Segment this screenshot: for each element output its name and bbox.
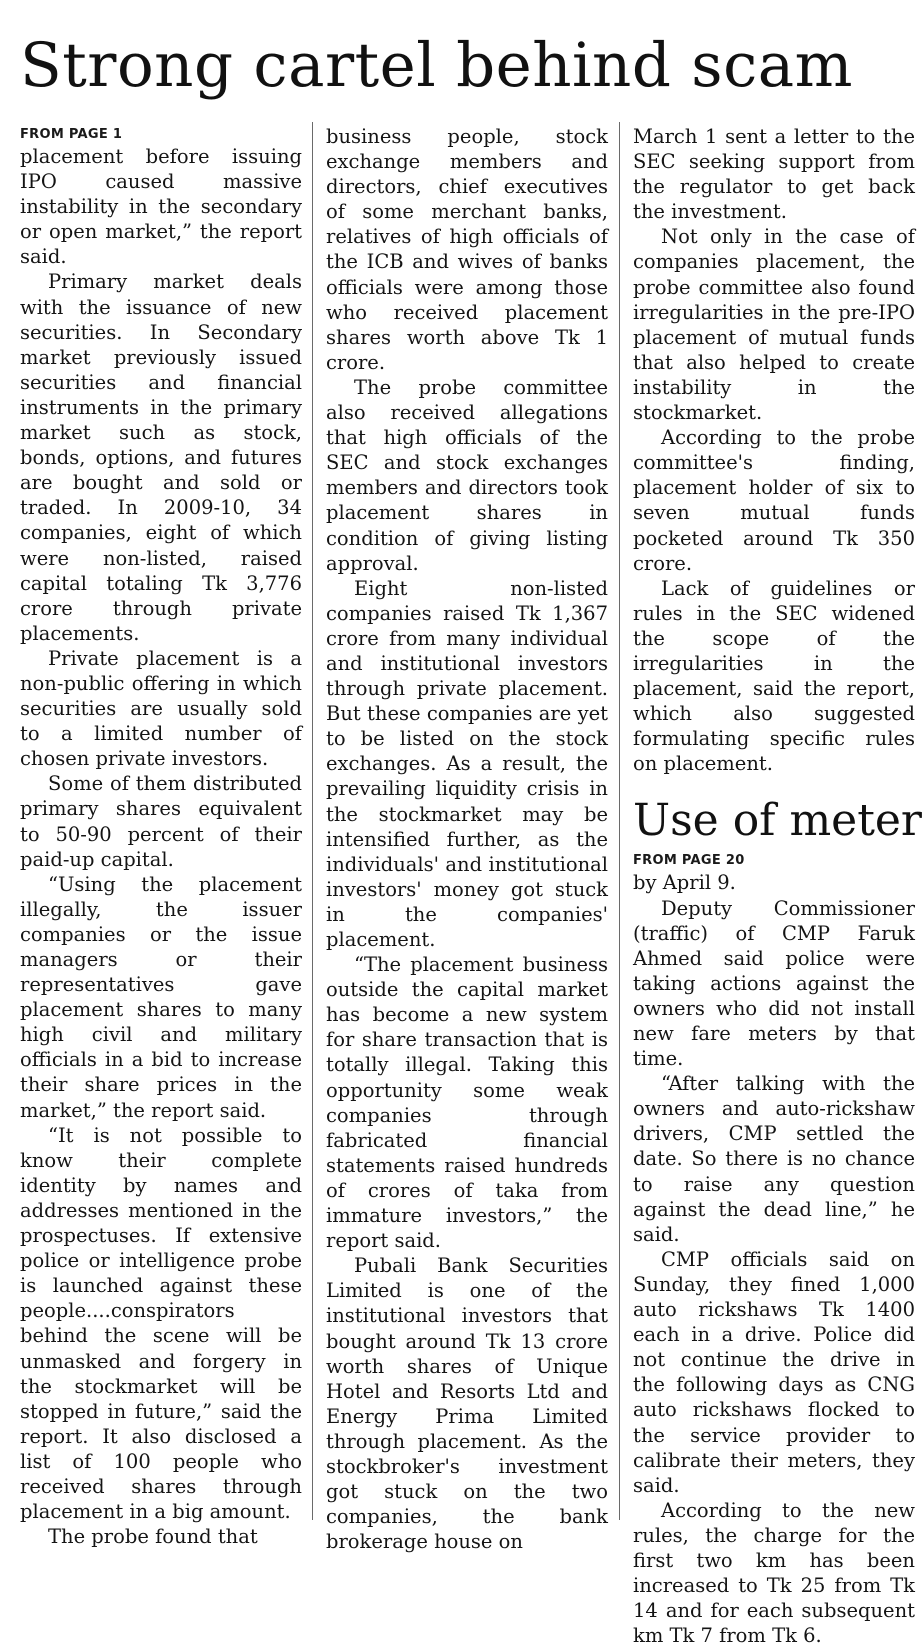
paragraph: According to the new rules, the charge for the first two km has been increased to Tk 25 from Tk 14 and for each subsequent km Tk 7 from Tk 6. bbox=[633, 1498, 915, 1648]
paragraph: The probe found that bbox=[48, 1525, 258, 1549]
headline: Strong cartel behind scam bbox=[20, 30, 853, 101]
paragraph: Private placement is a non-public offering in which securities are usually sold to a limited number of chosen private investors. bbox=[20, 646, 302, 771]
paragraph: Deputy Commissioner (traffic) of CMP Faruk Ahmed said police were taking actions against the owners who did not install new fare meters by that time. bbox=[633, 896, 915, 1071]
paragraph: by April 9. bbox=[633, 871, 736, 895]
paragraph: “After talking with the owners and auto-rickshaw drivers, CMP settled the date. So there is no chance to raise any question against the dead line,” he said. bbox=[633, 1072, 915, 1246]
paragraph: placement before issuing IPO caused massive instability in the secondary or open market,” the report said. bbox=[20, 145, 302, 269]
paragraph: “It is not possible to know their complete identity by names and addresses mentioned in the prospectuses. If extensive police or intelligence probe is launched against these people....conspirators behind the scene will be unmasked and forgery in the stockmarket will be stopped in future,” said the report. It also disclosed a list of 100 people who received shares through placement in a big amount. bbox=[20, 1123, 302, 1524]
paragraph: CMP officials said on Sunday, they fined 1,000 auto rickshaws Tk 1400 each in a drive. Police did not continue the drive in the following days as CNG auto rickshaws flocked to the service provider to calibrate their meters, they said. bbox=[633, 1247, 915, 1497]
paragraph: Primary market deals with the issuance of new securities. In Secondary market previously issued securities and financial instruments in the primary market such as stock, bonds, options, and futures are bought and sold or traded. In 2009-10, 34 companies, eight of which were non-listed, raised capital totaling Tk 3,776 crore through private placements. bbox=[20, 270, 302, 645]
paragraph: March 1 sent a letter to the SEC seeking support from the regulator to get back the investment. bbox=[633, 125, 915, 224]
paragraph: Some of them distributed primary shares equivalent to 50-90 percent of their paid-up capital. bbox=[20, 772, 302, 871]
column-divider bbox=[619, 122, 620, 1520]
paragraph: The probe committee also received allegations that high officials of the SEC and stock exchanges members and directors took placement shares in condition of giving listing approval. bbox=[326, 375, 608, 575]
paragraph: Eight non-listed companies raised Tk 1,367 crore from many individual and institutional investors through private placement. But these companies are yet to be listed on the stock exchanges. As a result, the prevailing liquidity crisis in the stockmarket may be intensified further, as the individuals' and institutional investors' money got stuck in the companies' placement. bbox=[326, 576, 608, 951]
paragraph: Not only in the case of companies placement, the probe committee also found irregularities in the pre-IPO placement of mutual funds that also helped to create instability in the stockmarket. bbox=[633, 225, 915, 425]
column-2 bbox=[326, 124, 608, 1554]
paragraph: According to the probe committee's finding, placement holder of six to seven mutual funds pocketed around Tk 350 crore. bbox=[633, 426, 915, 575]
paragraph: “Using the placement illegally, the issuer companies or the issue managers or their representatives gave placement shares to many high civil and military officials in a bid to increase their share prices in the market,” the report said. bbox=[20, 872, 302, 1122]
jump-tag: FROM PAGE 1 bbox=[20, 127, 123, 142]
column-3 bbox=[633, 124, 922, 1648]
paragraph: Lack of guidelines or rules in the SEC widened the scope of the irregularities in the placement, said the report, which also suggested formulating specific rules on placement. bbox=[633, 576, 915, 776]
paragraph: “The placement business outside the capital market has become a new system for share transaction that is totally illegal. Taking this opportunity some weak companies through fabricated financial statements raised hundreds of crores of taka from immature investors,” the report said. bbox=[326, 953, 608, 1253]
jump-tag: FROM PAGE 20 bbox=[633, 853, 745, 869]
paragraph: Pubali Bank Securities Limited is one of the institutional investors that bought around Tk 13 crore worth shares of Unique Hotel and Resorts Ltd and Energy Prima Limited through placement. As the stockbroker's investment got stuck on the two companies, the bank brokerage house on bbox=[326, 1254, 608, 1554]
column-1 bbox=[20, 124, 302, 1549]
subheadline: Use of meter bbox=[633, 795, 922, 847]
paragraph: business people, stock exchange members and directors, chief executives of some merchant banks, relatives of high officials of the ICB and wives of banks officials were among those who received placement shares worth above Tk 1 crore. bbox=[326, 125, 608, 374]
column-divider bbox=[312, 122, 313, 1520]
